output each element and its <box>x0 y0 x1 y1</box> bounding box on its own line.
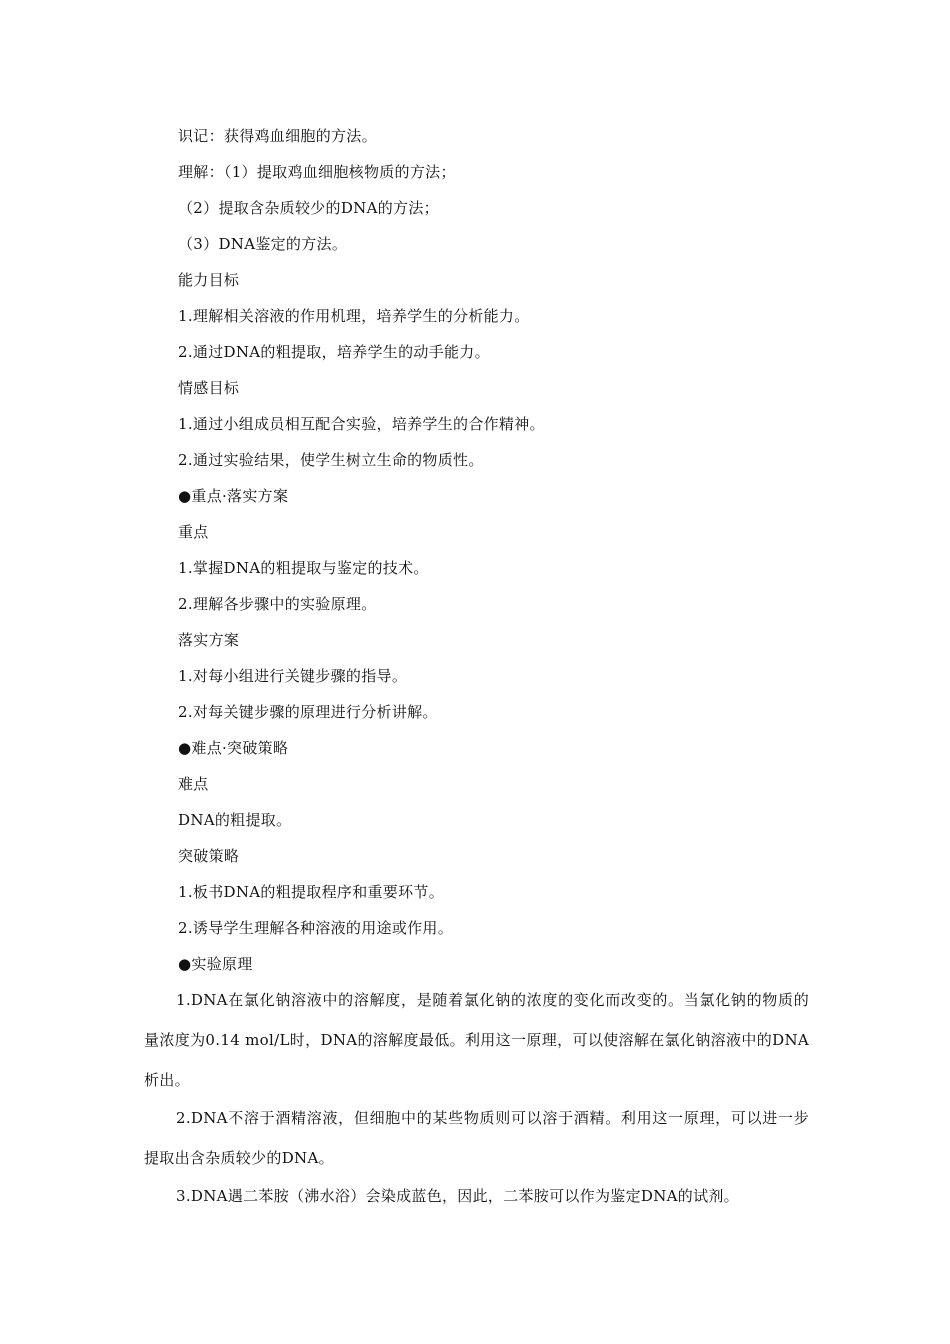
section-heading: 情感目标 <box>178 379 240 397</box>
text-line: 2.通过DNA的粗提取，培养学生的动手能力。 <box>178 343 490 361</box>
subsection-heading: 落实方案 <box>178 631 240 649</box>
subsection-heading: 难点 <box>178 775 209 793</box>
text-line: 理解：（1）提取鸡血细胞核物质的方法； <box>178 163 456 181</box>
text-line: DNA的粗提取。 <box>178 811 292 829</box>
text-line: 2.诱导学生理解各种溶液的用途或作用。 <box>178 919 454 937</box>
paragraph: 3.DNA遇二苯胺（沸水浴）会染成蓝色，因此，二苯胺可以作为鉴定DNA的试剂。 <box>176 1187 739 1205</box>
text-line: 1.对每小组进行关键步骤的指导。 <box>178 667 408 685</box>
paragraph: 2.DNA不溶于酒精溶液，但细胞中的某些物质则可以溶于酒精。利用这一原理，可以进一步提取出含杂质较少的DNA。 <box>144 1109 809 1167</box>
section-heading: ●实验原理 <box>178 955 253 973</box>
text-line: 2.通过实验结果，使学生树立生命的物质性。 <box>178 451 484 469</box>
text-line: 1.理解相关溶液的作用机理，培养学生的分析能力。 <box>178 307 530 325</box>
section-heading: 能力目标 <box>178 271 240 289</box>
section-heading: ●难点·突破策略 <box>178 739 289 757</box>
text-line: 识记：获得鸡血细胞的方法。 <box>178 127 377 145</box>
section-heading: ●重点·落实方案 <box>178 487 289 505</box>
paragraph: 1.DNA在氯化钠溶液中的溶解度，是随着氯化钠的浓度的变化而改变的。当氯化钠的物质的量浓度为0.14 mol/L时，DNA的溶解度最低。利用这一原理，可以使溶解在氯化钠溶液中的DNA析出。 <box>144 991 809 1089</box>
text-line: 1.板书DNA的粗提取程序和重要环节。 <box>178 883 444 901</box>
text-line: 1.通过小组成员相互配合实验，培养学生的合作精神。 <box>178 415 545 433</box>
text-line: 2.对每关键步骤的原理进行分析讲解。 <box>178 703 438 721</box>
subsection-heading: 重点 <box>178 523 209 541</box>
text-line: 1.掌握DNA的粗提取与鉴定的技术。 <box>178 559 429 577</box>
text-line: （3）DNA鉴定的方法。 <box>178 235 348 253</box>
text-line: 2.理解各步骤中的实验原理。 <box>178 595 377 613</box>
subsection-heading: 突破策略 <box>178 847 240 865</box>
text-line: （2）提取含杂质较少的DNA的方法； <box>178 199 439 217</box>
